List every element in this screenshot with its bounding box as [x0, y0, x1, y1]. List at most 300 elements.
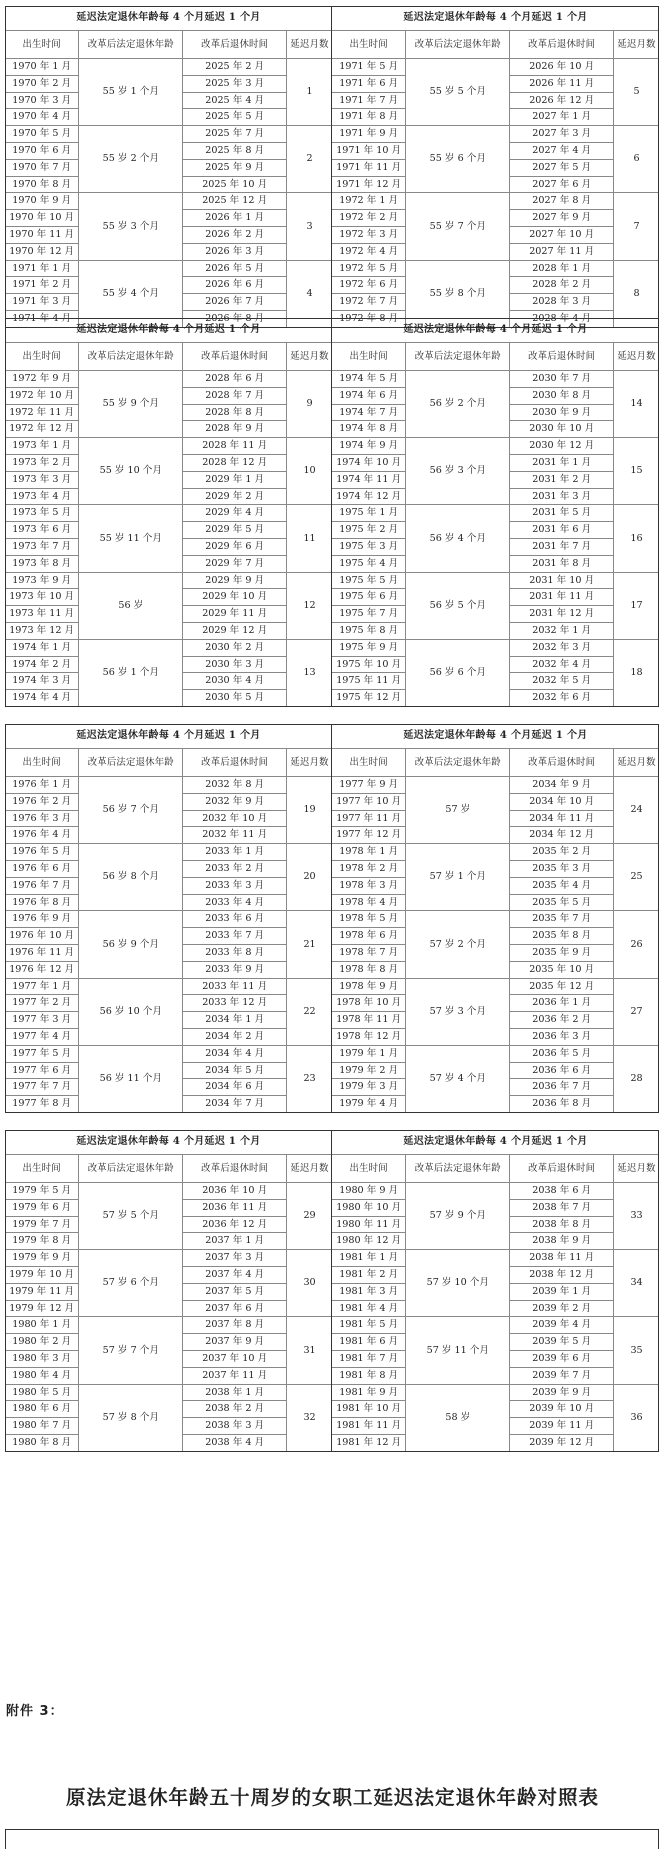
birth-month-cell: 1979 年 2 月	[332, 1063, 406, 1080]
retire-time-cell: 2038 年 7 月	[510, 1200, 614, 1217]
birth-month-cell: 1970 年 2 月	[5, 76, 79, 93]
delay-months-cell: 20	[287, 844, 332, 911]
retire-time-cell: 2025 年 9 月	[183, 160, 287, 177]
delay-months-cell: 2	[287, 126, 332, 193]
table-title: 延迟法定退休年龄每 4 个月延迟 1 个月	[5, 6, 332, 31]
header-retire-time: 改革后退休时间	[510, 1155, 614, 1183]
retire-time-cell: 2027 年 1 月	[510, 109, 614, 126]
birth-month-cell: 1977 年 8 月	[5, 1096, 79, 1113]
table-panel-right	[332, 1130, 659, 1452]
delay-months-cell: 18	[614, 640, 659, 707]
delay-months-cell: 16	[614, 505, 659, 572]
header-retire-age: 改革后法定退休年龄	[406, 749, 510, 777]
table-panel-right	[332, 724, 659, 1113]
retire-time-cell: 2034 年 7 月	[183, 1096, 287, 1113]
birth-month-cell: 1978 年 11 月	[332, 1012, 406, 1029]
birth-month-cell: 1976 年 5 月	[5, 844, 79, 861]
retire-time-cell: 2034 年 11 月	[510, 811, 614, 828]
retire-time-cell: 2027 年 9 月	[510, 210, 614, 227]
delay-months-cell: 9	[287, 371, 332, 438]
retire-time-cell: 2026 年 7 月	[183, 294, 287, 311]
birth-month-cell: 1978 年 9 月	[332, 979, 406, 996]
birth-month-cell: 1973 年 4 月	[5, 489, 79, 506]
table-title: 延迟法定退休年龄每 4 个月延迟 1 个月	[332, 724, 659, 749]
delay-months-cell: 11	[287, 505, 332, 572]
birth-month-cell: 1978 年 2 月	[332, 861, 406, 878]
birth-month-cell: 1976 年 6 月	[5, 861, 79, 878]
retire-time-cell: 2037 年 1 月	[183, 1233, 287, 1250]
birth-month-cell: 1974 年 1 月	[5, 640, 79, 657]
retire-time-cell: 2027 年 4 月	[510, 143, 614, 160]
header-birth-time: 出生时间	[332, 749, 406, 777]
retire-time-cell: 2035 年 7 月	[510, 911, 614, 928]
delay-months-cell: 17	[614, 573, 659, 640]
birth-month-cell: 1972 年 3 月	[332, 227, 406, 244]
delay-months-cell: 7	[614, 193, 659, 260]
delay-months-cell: 21	[287, 911, 332, 978]
retire-time-cell: 2025 年 12 月	[183, 193, 287, 210]
birth-month-cell: 1978 年 1 月	[332, 844, 406, 861]
retire-time-cell: 2039 年 10 月	[510, 1401, 614, 1418]
birth-month-cell: 1979 年 11 月	[5, 1284, 79, 1301]
birth-month-cell: 1974 年 6 月	[332, 388, 406, 405]
birth-month-cell: 1981 年 5 月	[332, 1317, 406, 1334]
birth-month-cell: 1977 年 7 月	[5, 1079, 79, 1096]
retire-time-cell: 2028 年 7 月	[183, 388, 287, 405]
retire-time-cell: 2039 年 12 月	[510, 1435, 614, 1452]
header-retire-time: 改革后退休时间	[183, 749, 287, 777]
header-delay-months: 延迟月数	[287, 1155, 332, 1183]
retire-time-cell: 2029 年 6 月	[183, 539, 287, 556]
retire-time-cell: 2029 年 4 月	[183, 505, 287, 522]
retire-time-cell: 2035 年 3 月	[510, 861, 614, 878]
birth-month-cell: 1973 年 12 月	[5, 623, 79, 640]
retire-time-cell: 2030 年 3 月	[183, 657, 287, 674]
retire-time-cell: 2032 年 10 月	[183, 811, 287, 828]
retire-time-cell: 2025 年 4 月	[183, 93, 287, 110]
birth-month-cell: 1981 年 4 月	[332, 1301, 406, 1318]
birth-month-cell: 1971 年 10 月	[332, 143, 406, 160]
birth-month-cell: 1974 年 9 月	[332, 438, 406, 455]
birth-month-cell: 1972 年 2 月	[332, 210, 406, 227]
header-delay-months: 延迟月数	[287, 343, 332, 371]
retire-time-cell: 2037 年 8 月	[183, 1317, 287, 1334]
header-retire-age: 改革后法定退休年龄	[79, 749, 183, 777]
birth-month-cell: 1980 年 1 月	[5, 1317, 79, 1334]
retire-time-cell: 2033 年 1 月	[183, 844, 287, 861]
delay-months-cell: 5	[614, 59, 659, 126]
retirement-table	[5, 724, 659, 1113]
retire-time-cell: 2035 年 2 月	[510, 844, 614, 861]
retire-time-cell: 2039 年 7 月	[510, 1368, 614, 1385]
retire-age-cell: 56 岁 8 个月	[79, 844, 183, 911]
retire-time-cell: 2027 年 3 月	[510, 126, 614, 143]
retire-time-cell: 2027 年 6 月	[510, 177, 614, 194]
birth-month-cell: 1975 年 2 月	[332, 522, 406, 539]
retire-time-cell: 2036 年 11 月	[183, 1200, 287, 1217]
birth-month-cell: 1976 年 11 月	[5, 945, 79, 962]
retire-age-cell: 56 岁 11 个月	[79, 1046, 183, 1113]
birth-month-cell: 1975 年 7 月	[332, 606, 406, 623]
header-retire-time: 改革后退休时间	[510, 31, 614, 59]
retire-time-cell: 2025 年 3 月	[183, 76, 287, 93]
retire-time-cell: 2028 年 9 月	[183, 421, 287, 438]
birth-month-cell: 1977 年 6 月	[5, 1063, 79, 1080]
retire-age-cell: 56 岁 7 个月	[79, 777, 183, 844]
retire-time-cell: 2036 年 7 月	[510, 1079, 614, 1096]
retire-age-cell: 57 岁 7 个月	[79, 1317, 183, 1384]
retire-time-cell: 2033 年 12 月	[183, 995, 287, 1012]
retire-time-cell: 2029 年 2 月	[183, 489, 287, 506]
birth-month-cell: 1981 年 3 月	[332, 1284, 406, 1301]
delay-months-cell: 22	[287, 979, 332, 1046]
birth-month-cell: 1974 年 12 月	[332, 489, 406, 506]
birth-month-cell: 1970 年 6 月	[5, 143, 79, 160]
table-center-divider	[331, 6, 332, 328]
header-birth-time: 出生时间	[5, 31, 79, 59]
retire-time-cell: 2027 年 10 月	[510, 227, 614, 244]
birth-month-cell: 1971 年 7 月	[332, 93, 406, 110]
retire-time-cell: 2038 年 4 月	[183, 1435, 287, 1452]
retire-time-cell: 2034 年 5 月	[183, 1063, 287, 1080]
retire-time-cell: 2037 年 5 月	[183, 1284, 287, 1301]
retire-time-cell: 2032 年 9 月	[183, 794, 287, 811]
retire-time-cell: 2034 年 9 月	[510, 777, 614, 794]
delay-months-cell: 25	[614, 844, 659, 911]
main-title: 原法定退休年龄五十周岁的女职工延迟法定退休年龄对照表	[65, 1786, 599, 1809]
birth-month-cell: 1974 年 11 月	[332, 472, 406, 489]
retire-time-cell: 2026 年 10 月	[510, 59, 614, 76]
birth-month-cell: 1975 年 3 月	[332, 539, 406, 556]
retire-time-cell: 2038 年 12 月	[510, 1267, 614, 1284]
birth-month-cell: 1970 年 11 月	[5, 227, 79, 244]
retire-time-cell: 2031 年 8 月	[510, 556, 614, 573]
retire-time-cell: 2025 年 2 月	[183, 59, 287, 76]
retire-time-cell: 2031 年 10 月	[510, 573, 614, 590]
birth-month-cell: 1971 年 2 月	[5, 277, 79, 294]
retire-time-cell: 2039 年 9 月	[510, 1385, 614, 1402]
birth-month-cell: 1977 年 5 月	[5, 1046, 79, 1063]
retire-time-cell: 2036 年 10 月	[183, 1183, 287, 1200]
birth-month-cell: 1974 年 5 月	[332, 371, 406, 388]
retire-time-cell: 2028 年 12 月	[183, 455, 287, 472]
retire-time-cell: 2026 年 8 月	[183, 311, 287, 328]
birth-month-cell: 1981 年 12 月	[332, 1435, 406, 1452]
header-delay-months: 延迟月数	[614, 31, 659, 59]
retire-time-cell: 2031 年 12 月	[510, 606, 614, 623]
birth-month-cell: 1974 年 10 月	[332, 455, 406, 472]
retire-time-cell: 2030 年 5 月	[183, 690, 287, 707]
retire-age-cell: 57 岁 8 个月	[79, 1385, 183, 1452]
retire-time-cell: 2031 年 1 月	[510, 455, 614, 472]
retire-age-cell: 56 岁 4 个月	[406, 505, 510, 572]
delay-months-cell: 8	[614, 261, 659, 328]
retire-age-cell: 55 岁 5 个月	[406, 59, 510, 126]
retire-time-cell: 2026 年 3 月	[183, 244, 287, 261]
retire-age-cell: 57 岁 5 个月	[79, 1183, 183, 1250]
birth-month-cell: 1970 年 9 月	[5, 193, 79, 210]
birth-month-cell: 1981 年 10 月	[332, 1401, 406, 1418]
birth-month-cell: 1970 年 10 月	[5, 210, 79, 227]
birth-month-cell: 1976 年 12 月	[5, 962, 79, 979]
birth-month-cell: 1971 年 6 月	[332, 76, 406, 93]
retirement-table	[5, 6, 659, 328]
retire-time-cell: 2038 年 11 月	[510, 1250, 614, 1267]
birth-month-cell: 1972 年 7 月	[332, 294, 406, 311]
retire-age-cell: 55 岁 3 个月	[79, 193, 183, 260]
retire-time-cell: 2039 年 6 月	[510, 1351, 614, 1368]
birth-month-cell: 1980 年 3 月	[5, 1351, 79, 1368]
retire-time-cell: 2028 年 1 月	[510, 261, 614, 278]
retire-age-cell: 57 岁 9 个月	[406, 1183, 510, 1250]
retire-time-cell: 2029 年 1 月	[183, 472, 287, 489]
header-retire-time: 改革后退休时间	[510, 343, 614, 371]
birth-month-cell: 1980 年 8 月	[5, 1435, 79, 1452]
birth-month-cell: 1979 年 3 月	[332, 1079, 406, 1096]
header-birth-time: 出生时间	[5, 749, 79, 777]
birth-month-cell: 1977 年 10 月	[332, 794, 406, 811]
retire-time-cell: 2033 年 7 月	[183, 928, 287, 945]
retire-time-cell: 2036 年 3 月	[510, 1029, 614, 1046]
birth-month-cell: 1976 年 10 月	[5, 928, 79, 945]
delay-months-cell: 34	[614, 1250, 659, 1317]
retire-time-cell: 2026 年 11 月	[510, 76, 614, 93]
attachment-label: 附件 3：	[6, 1704, 64, 1719]
retirement-table	[5, 1130, 659, 1452]
table-title: 延迟法定退休年龄每 4 个月延迟 1 个月	[332, 6, 659, 31]
delay-months-cell: 31	[287, 1317, 332, 1384]
header-retire-time: 改革后退休时间	[183, 1155, 287, 1183]
header-retire-time: 改革后退休时间	[183, 31, 287, 59]
delay-months-cell: 14	[614, 371, 659, 438]
table-panel-left	[5, 318, 332, 707]
birth-month-cell: 1972 年 10 月	[5, 388, 79, 405]
birth-month-cell: 1977 年 9 月	[332, 777, 406, 794]
header-delay-months: 延迟月数	[614, 749, 659, 777]
retire-time-cell: 2026 年 2 月	[183, 227, 287, 244]
birth-month-cell: 1972 年 8 月	[332, 311, 406, 328]
retire-age-cell: 56 岁	[79, 573, 183, 640]
retire-age-cell: 55 岁 9 个月	[79, 371, 183, 438]
retirement-table	[5, 318, 659, 707]
retire-time-cell: 2036 年 8 月	[510, 1096, 614, 1113]
birth-month-cell: 1971 年 8 月	[332, 109, 406, 126]
birth-month-cell: 1971 年 9 月	[332, 126, 406, 143]
birth-month-cell: 1972 年 1 月	[332, 193, 406, 210]
birth-month-cell: 1973 年 8 月	[5, 556, 79, 573]
table-title: 延迟法定退休年龄每 4 个月延迟 1 个月	[5, 1130, 332, 1155]
retire-age-cell: 55 岁 7 个月	[406, 193, 510, 260]
retire-age-cell: 55 岁 6 个月	[406, 126, 510, 193]
header-birth-time: 出生时间	[332, 31, 406, 59]
retire-time-cell: 2036 年 1 月	[510, 995, 614, 1012]
retire-time-cell: 2035 年 8 月	[510, 928, 614, 945]
retire-age-cell: 55 岁 1 个月	[79, 59, 183, 126]
birth-month-cell: 1975 年 12 月	[332, 690, 406, 707]
retire-age-cell: 56 岁 2 个月	[406, 371, 510, 438]
birth-month-cell: 1975 年 1 月	[332, 505, 406, 522]
table-title: 延迟法定退休年龄每 4 个月延迟 1 个月	[332, 318, 659, 343]
retire-time-cell: 2030 年 4 月	[183, 673, 287, 690]
retire-time-cell: 2035 年 9 月	[510, 945, 614, 962]
retire-age-cell: 57 岁 4 个月	[406, 1046, 510, 1113]
birth-month-cell: 1976 年 3 月	[5, 811, 79, 828]
retire-age-cell: 57 岁 11 个月	[406, 1317, 510, 1384]
retire-time-cell: 2034 年 6 月	[183, 1079, 287, 1096]
retire-time-cell: 2039 年 11 月	[510, 1418, 614, 1435]
retire-time-cell: 2031 年 3 月	[510, 489, 614, 506]
retire-time-cell: 2037 年 6 月	[183, 1301, 287, 1318]
delay-months-cell: 3	[287, 193, 332, 260]
retire-time-cell: 2030 年 8 月	[510, 388, 614, 405]
retire-time-cell: 2031 年 11 月	[510, 589, 614, 606]
retire-age-cell: 58 岁	[406, 1385, 510, 1452]
birth-month-cell: 1974 年 3 月	[5, 673, 79, 690]
retire-time-cell: 2036 年 2 月	[510, 1012, 614, 1029]
retire-age-cell: 56 岁 6 个月	[406, 640, 510, 707]
birth-month-cell: 1980 年 10 月	[332, 1200, 406, 1217]
delay-months-cell: 26	[614, 911, 659, 978]
retire-time-cell: 2035 年 12 月	[510, 979, 614, 996]
retire-time-cell: 2035 年 5 月	[510, 895, 614, 912]
birth-month-cell: 1976 年 2 月	[5, 794, 79, 811]
header-birth-time: 出生时间	[5, 1155, 79, 1183]
retire-time-cell: 2037 年 4 月	[183, 1267, 287, 1284]
header-retire-age: 改革后法定退休年龄	[79, 31, 183, 59]
delay-months-cell: 27	[614, 979, 659, 1046]
next-table-frame	[5, 1829, 659, 1849]
birth-month-cell: 1981 年 8 月	[332, 1368, 406, 1385]
birth-month-cell: 1981 年 2 月	[332, 1267, 406, 1284]
header-retire-age: 改革后法定退休年龄	[406, 1155, 510, 1183]
delay-months-cell: 28	[614, 1046, 659, 1113]
delay-months-cell: 36	[614, 1385, 659, 1452]
delay-months-cell: 33	[614, 1183, 659, 1250]
retire-age-cell: 55 岁 2 个月	[79, 126, 183, 193]
birth-month-cell: 1980 年 9 月	[332, 1183, 406, 1200]
delay-months-cell: 1	[287, 59, 332, 126]
retire-time-cell: 2037 年 11 月	[183, 1368, 287, 1385]
retire-time-cell: 2028 年 6 月	[183, 371, 287, 388]
delay-months-cell: 13	[287, 640, 332, 707]
birth-month-cell: 1980 年 7 月	[5, 1418, 79, 1435]
birth-month-cell: 1981 年 7 月	[332, 1351, 406, 1368]
birth-month-cell: 1973 年 7 月	[5, 539, 79, 556]
retire-time-cell: 2039 年 4 月	[510, 1317, 614, 1334]
header-birth-time: 出生时间	[332, 343, 406, 371]
delay-months-cell: 15	[614, 438, 659, 505]
delay-months-cell: 24	[614, 777, 659, 844]
retire-time-cell: 2028 年 11 月	[183, 438, 287, 455]
birth-month-cell: 1970 年 12 月	[5, 244, 79, 261]
table-panel-left	[5, 1130, 332, 1452]
birth-month-cell: 1972 年 9 月	[5, 371, 79, 388]
birth-month-cell: 1972 年 6 月	[332, 277, 406, 294]
retire-time-cell: 2037 年 3 月	[183, 1250, 287, 1267]
retire-time-cell: 2038 年 2 月	[183, 1401, 287, 1418]
retire-time-cell: 2035 年 10 月	[510, 962, 614, 979]
header-retire-age: 改革后法定退休年龄	[79, 1155, 183, 1183]
birth-month-cell: 1973 年 5 月	[5, 505, 79, 522]
birth-month-cell: 1979 年 7 月	[5, 1217, 79, 1234]
retire-time-cell: 2028 年 8 月	[183, 405, 287, 422]
retire-time-cell: 2033 年 3 月	[183, 878, 287, 895]
birth-month-cell: 1975 年 8 月	[332, 623, 406, 640]
retire-age-cell: 55 岁 10 个月	[79, 438, 183, 505]
birth-month-cell: 1971 年 1 月	[5, 261, 79, 278]
retire-time-cell: 2032 年 11 月	[183, 827, 287, 844]
retire-time-cell: 2029 年 7 月	[183, 556, 287, 573]
header-delay-months: 延迟月数	[614, 1155, 659, 1183]
birth-month-cell: 1970 年 8 月	[5, 177, 79, 194]
retire-time-cell: 2026 年 12 月	[510, 93, 614, 110]
table-panel-left	[5, 724, 332, 1113]
table-title: 延迟法定退休年龄每 4 个月延迟 1 个月	[5, 318, 332, 343]
retire-time-cell: 2035 年 4 月	[510, 878, 614, 895]
retire-time-cell: 2033 年 9 月	[183, 962, 287, 979]
birth-month-cell: 1977 年 4 月	[5, 1029, 79, 1046]
birth-month-cell: 1971 年 3 月	[5, 294, 79, 311]
birth-month-cell: 1973 年 1 月	[5, 438, 79, 455]
birth-month-cell: 1979 年 4 月	[332, 1096, 406, 1113]
table-center-divider	[331, 1130, 332, 1452]
birth-month-cell: 1973 年 6 月	[5, 522, 79, 539]
birth-month-cell: 1978 年 7 月	[332, 945, 406, 962]
birth-month-cell: 1978 年 8 月	[332, 962, 406, 979]
birth-month-cell: 1974 年 4 月	[5, 690, 79, 707]
retire-time-cell: 2037 年 9 月	[183, 1334, 287, 1351]
birth-month-cell: 1977 年 3 月	[5, 1012, 79, 1029]
birth-month-cell: 1978 年 6 月	[332, 928, 406, 945]
retire-time-cell: 2036 年 6 月	[510, 1063, 614, 1080]
delay-months-cell: 35	[614, 1317, 659, 1384]
birth-month-cell: 1976 年 4 月	[5, 827, 79, 844]
retire-time-cell: 2034 年 2 月	[183, 1029, 287, 1046]
retire-time-cell: 2032 年 8 月	[183, 777, 287, 794]
retire-time-cell: 2038 年 3 月	[183, 1418, 287, 1435]
header-retire-time: 改革后退休时间	[510, 749, 614, 777]
retire-time-cell: 2025 年 8 月	[183, 143, 287, 160]
birth-month-cell: 1979 年 1 月	[332, 1046, 406, 1063]
retire-time-cell: 2032 年 3 月	[510, 640, 614, 657]
retire-age-cell: 56 岁 9 个月	[79, 911, 183, 978]
retire-time-cell: 2025 年 5 月	[183, 109, 287, 126]
header-retire-age: 改革后法定退休年龄	[406, 31, 510, 59]
retire-age-cell: 55 岁 4 个月	[79, 261, 183, 328]
retire-time-cell: 2030 年 9 月	[510, 405, 614, 422]
retire-time-cell: 2026 年 6 月	[183, 277, 287, 294]
birth-month-cell: 1981 年 6 月	[332, 1334, 406, 1351]
header-delay-months: 延迟月数	[614, 343, 659, 371]
birth-month-cell: 1975 年 4 月	[332, 556, 406, 573]
birth-month-cell: 1972 年 4 月	[332, 244, 406, 261]
retire-time-cell: 2029 年 10 月	[183, 589, 287, 606]
retire-time-cell: 2030 年 12 月	[510, 438, 614, 455]
header-retire-time: 改革后退休时间	[183, 343, 287, 371]
retire-time-cell: 2030 年 2 月	[183, 640, 287, 657]
retire-time-cell: 2030 年 10 月	[510, 421, 614, 438]
retire-time-cell: 2038 年 8 月	[510, 1217, 614, 1234]
retire-age-cell: 56 岁 10 个月	[79, 979, 183, 1046]
retire-time-cell: 2031 年 7 月	[510, 539, 614, 556]
birth-month-cell: 1972 年 11 月	[5, 405, 79, 422]
retire-time-cell: 2029 年 9 月	[183, 573, 287, 590]
birth-month-cell: 1974 年 2 月	[5, 657, 79, 674]
retire-time-cell: 2025 年 10 月	[183, 177, 287, 194]
retire-time-cell: 2039 年 5 月	[510, 1334, 614, 1351]
retire-time-cell: 2033 年 8 月	[183, 945, 287, 962]
birth-month-cell: 1971 年 11 月	[332, 160, 406, 177]
